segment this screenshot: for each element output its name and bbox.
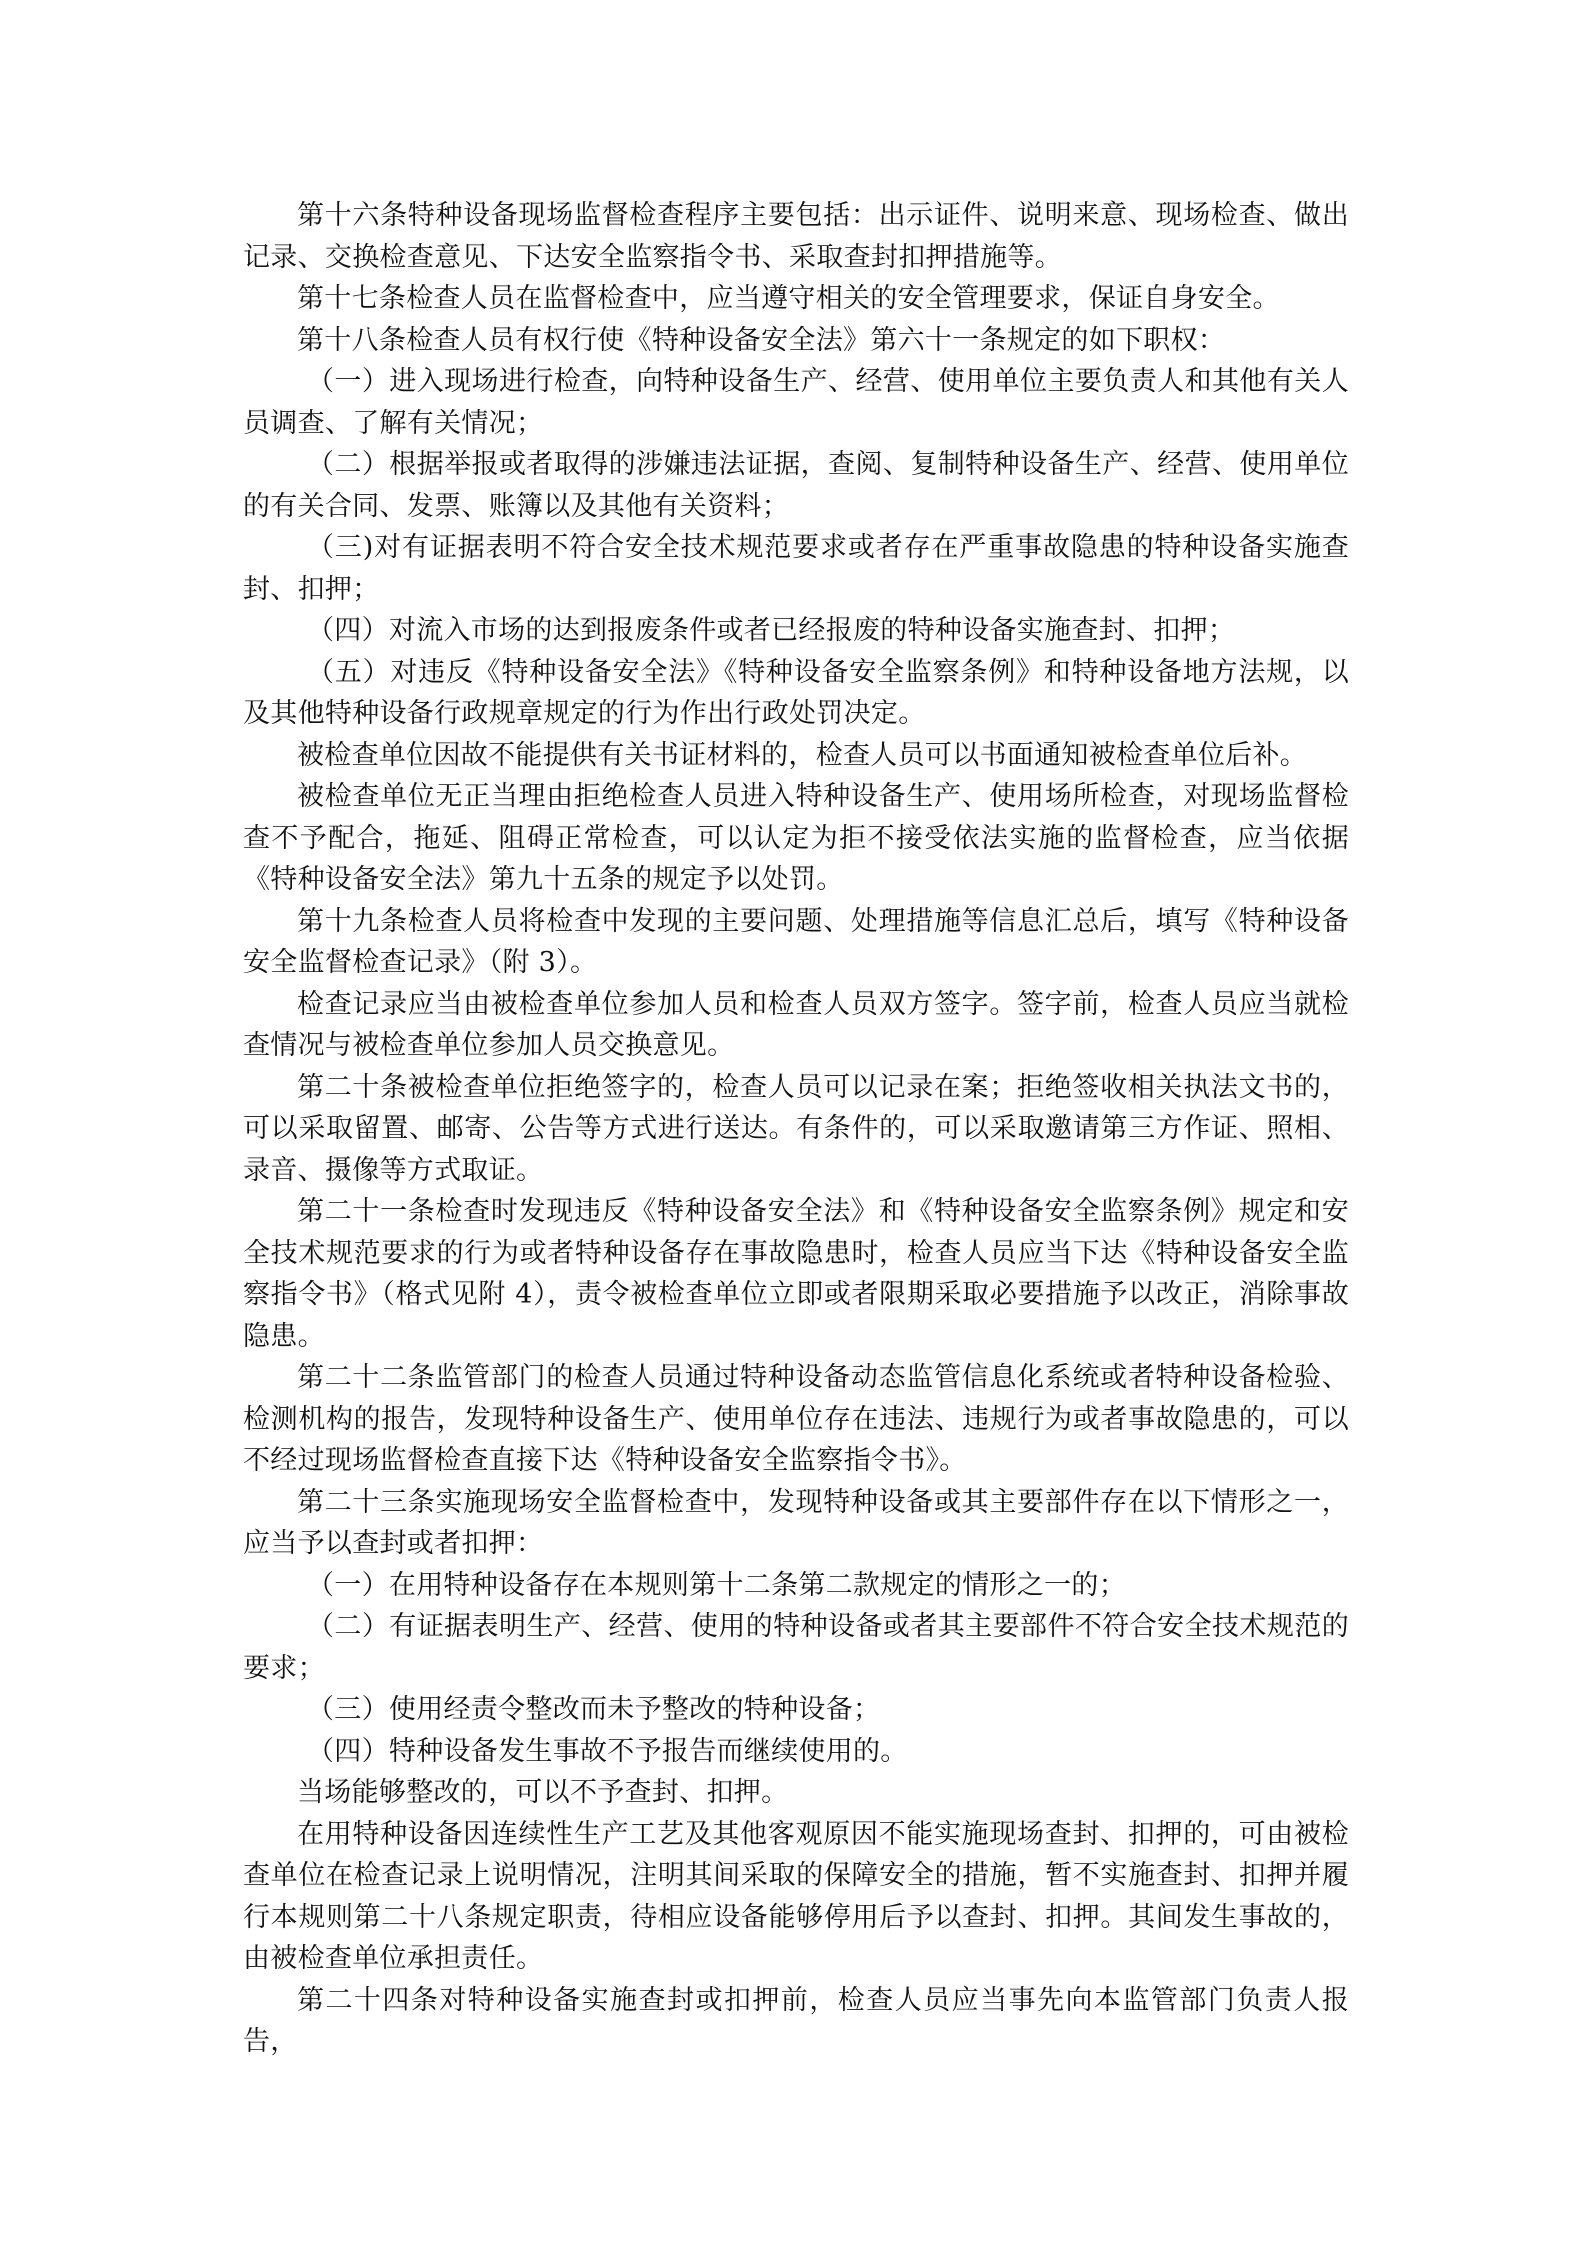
paragraph-item: （四）特种设备发生事故不予报告而继续使用的。 (307, 1735, 908, 1767)
paragraph-item: （二）根据举报或者取得的涉嫌违法证据，查阅、复制特种设备生产、经营、使用单位的有关合同、发票、账簿以及其他有关资料； (243, 449, 1349, 522)
paragraph: 当场能够整改的，可以不予查封、扣押。 (297, 1777, 789, 1808)
paragraph-item: （三)对有证据表明不符合安全技术规范要求或者存在严重事故隐患的特种设备实施查封、扣押； (243, 532, 1349, 605)
paragraph-article-18: 第十八条检查人员有权行使《特种设备安全法》第六十一条规定的如下职权： (297, 324, 1226, 356)
paragraph-article-23: 第二十三条实施现场安全监督检查中，发现特种设备或其主要部件存在以下情形之一，应当予以查封或者扣押： (243, 1486, 1349, 1559)
paragraph-article-22: 第二十二条监管部门的检查人员通过特种设备动态监管信息化系统或者特种设备检验、检测机构的报告，发现特种设备生产、使用单位存在违法、违规行为或者事故隐患的，可以不经过现场监督检查直接下达《特种设备安全监察指令书》。 (243, 1362, 1349, 1476)
paragraph-article-20: 第二十条被检查单位拒绝签字的，检查人员可以记录在案；拒绝签收相关执法文书的，可以采取留置、邮寄、公告等方式进行送达。有条件的，可以采取邀请第三方作证、照相、录音、摄像等方式取证。 (243, 1071, 1349, 1186)
paragraph-item: （四）对流入市场的达到报废条件或者已经报废的特种设备实施查封、扣押； (307, 615, 1236, 646)
paragraph-article-19: 第十九条检查人员将检查中发现的主要问题、处理措施等信息汇总后，填写《特种设备安全监督检查记录》（附 3）。 (243, 905, 1349, 978)
paragraph-article-16: 第十六条特种设备现场监督检查程序主要包括：出示证件、说明来意、现场检查、做出记录、交换检查意见、下达安全监察指令书、采取查封扣押措施等。 (243, 200, 1349, 273)
paragraph: 在用特种设备因连续性生产工艺及其他客观原因不能实施现场查封、扣押的，可由被检查单位在检查记录上说明情况，注明其间采取的保障安全的措施，暂不实施查封、扣押并履行本规则第二十八条规定职责，待相应设备能够停用后予以查封、扣押。其间发生事故的，由被检查单位承担责任。 (243, 1818, 1349, 1974)
paragraph: 被检查单位因故不能提供有关书证材料的，检查人员可以书面通知被检查单位后补。 (297, 739, 1308, 771)
paragraph-item: （一）进入现场进行检查，向特种设备生产、经营、使用单位主要负责人和其他有关人员调查、了解有关情况； (243, 366, 1349, 439)
paragraph-article-17: 第十七条检查人员在监督检查中，应当遵守相关的安全管理要求，保证自身安全。 (297, 283, 1280, 314)
paragraph-item: （三）使用经责令整改而未予整改的特种设备； (307, 1694, 881, 1725)
paragraph: 检查记录应当由被检查单位参加人员和检查人员双方签字。签字前，检查人员应当就检查情况与被检查单位参加人员交换意见。 (243, 988, 1349, 1061)
paragraph-item: （一）在用特种设备存在本规则第十二条第二款规定的情形之一的； (307, 1569, 1126, 1601)
paragraph-item: （二）有证据表明生产、经营、使用的特种设备或者其主要部件不符合安全技术规范的要求； (243, 1611, 1349, 1684)
paragraph-item: （五）对违反《特种设备安全法》《特种设备安全监察条例》和特种设备地方法规，以及其他特种设备行政规章规定的行为作出行政处罚决定。 (243, 656, 1349, 729)
paragraph-article-24: 第二十四条对特种设备实施查封或扣押前，检查人员应当事先向本监管部门负责人报告， (243, 1984, 1349, 2057)
paragraph-article-21: 第二十一条检查时发现违反《特种设备安全法》和《特种设备安全监察条例》规定和安全技术规范要求的行为或者特种设备存在事故隐患时，检查人员应当下达《特种设备安全监察指令书》（格式见附 4），责令被检查单位立即或者限期采取必要措施予以改正，消除事故隐患。 (243, 1196, 1349, 1352)
document-body (243, 195, 1349, 2063)
paragraph: 被检查单位无正当理由拒绝检查人员进入特种设备生产、使用场所检查，对现场监督检查不予配合，拖延、阻碍正常检查，可以认定为拒不接受依法实施的监督检查，应当依据《特种设备安全法》第九十五条的规定予以处罚。 (243, 781, 1349, 895)
